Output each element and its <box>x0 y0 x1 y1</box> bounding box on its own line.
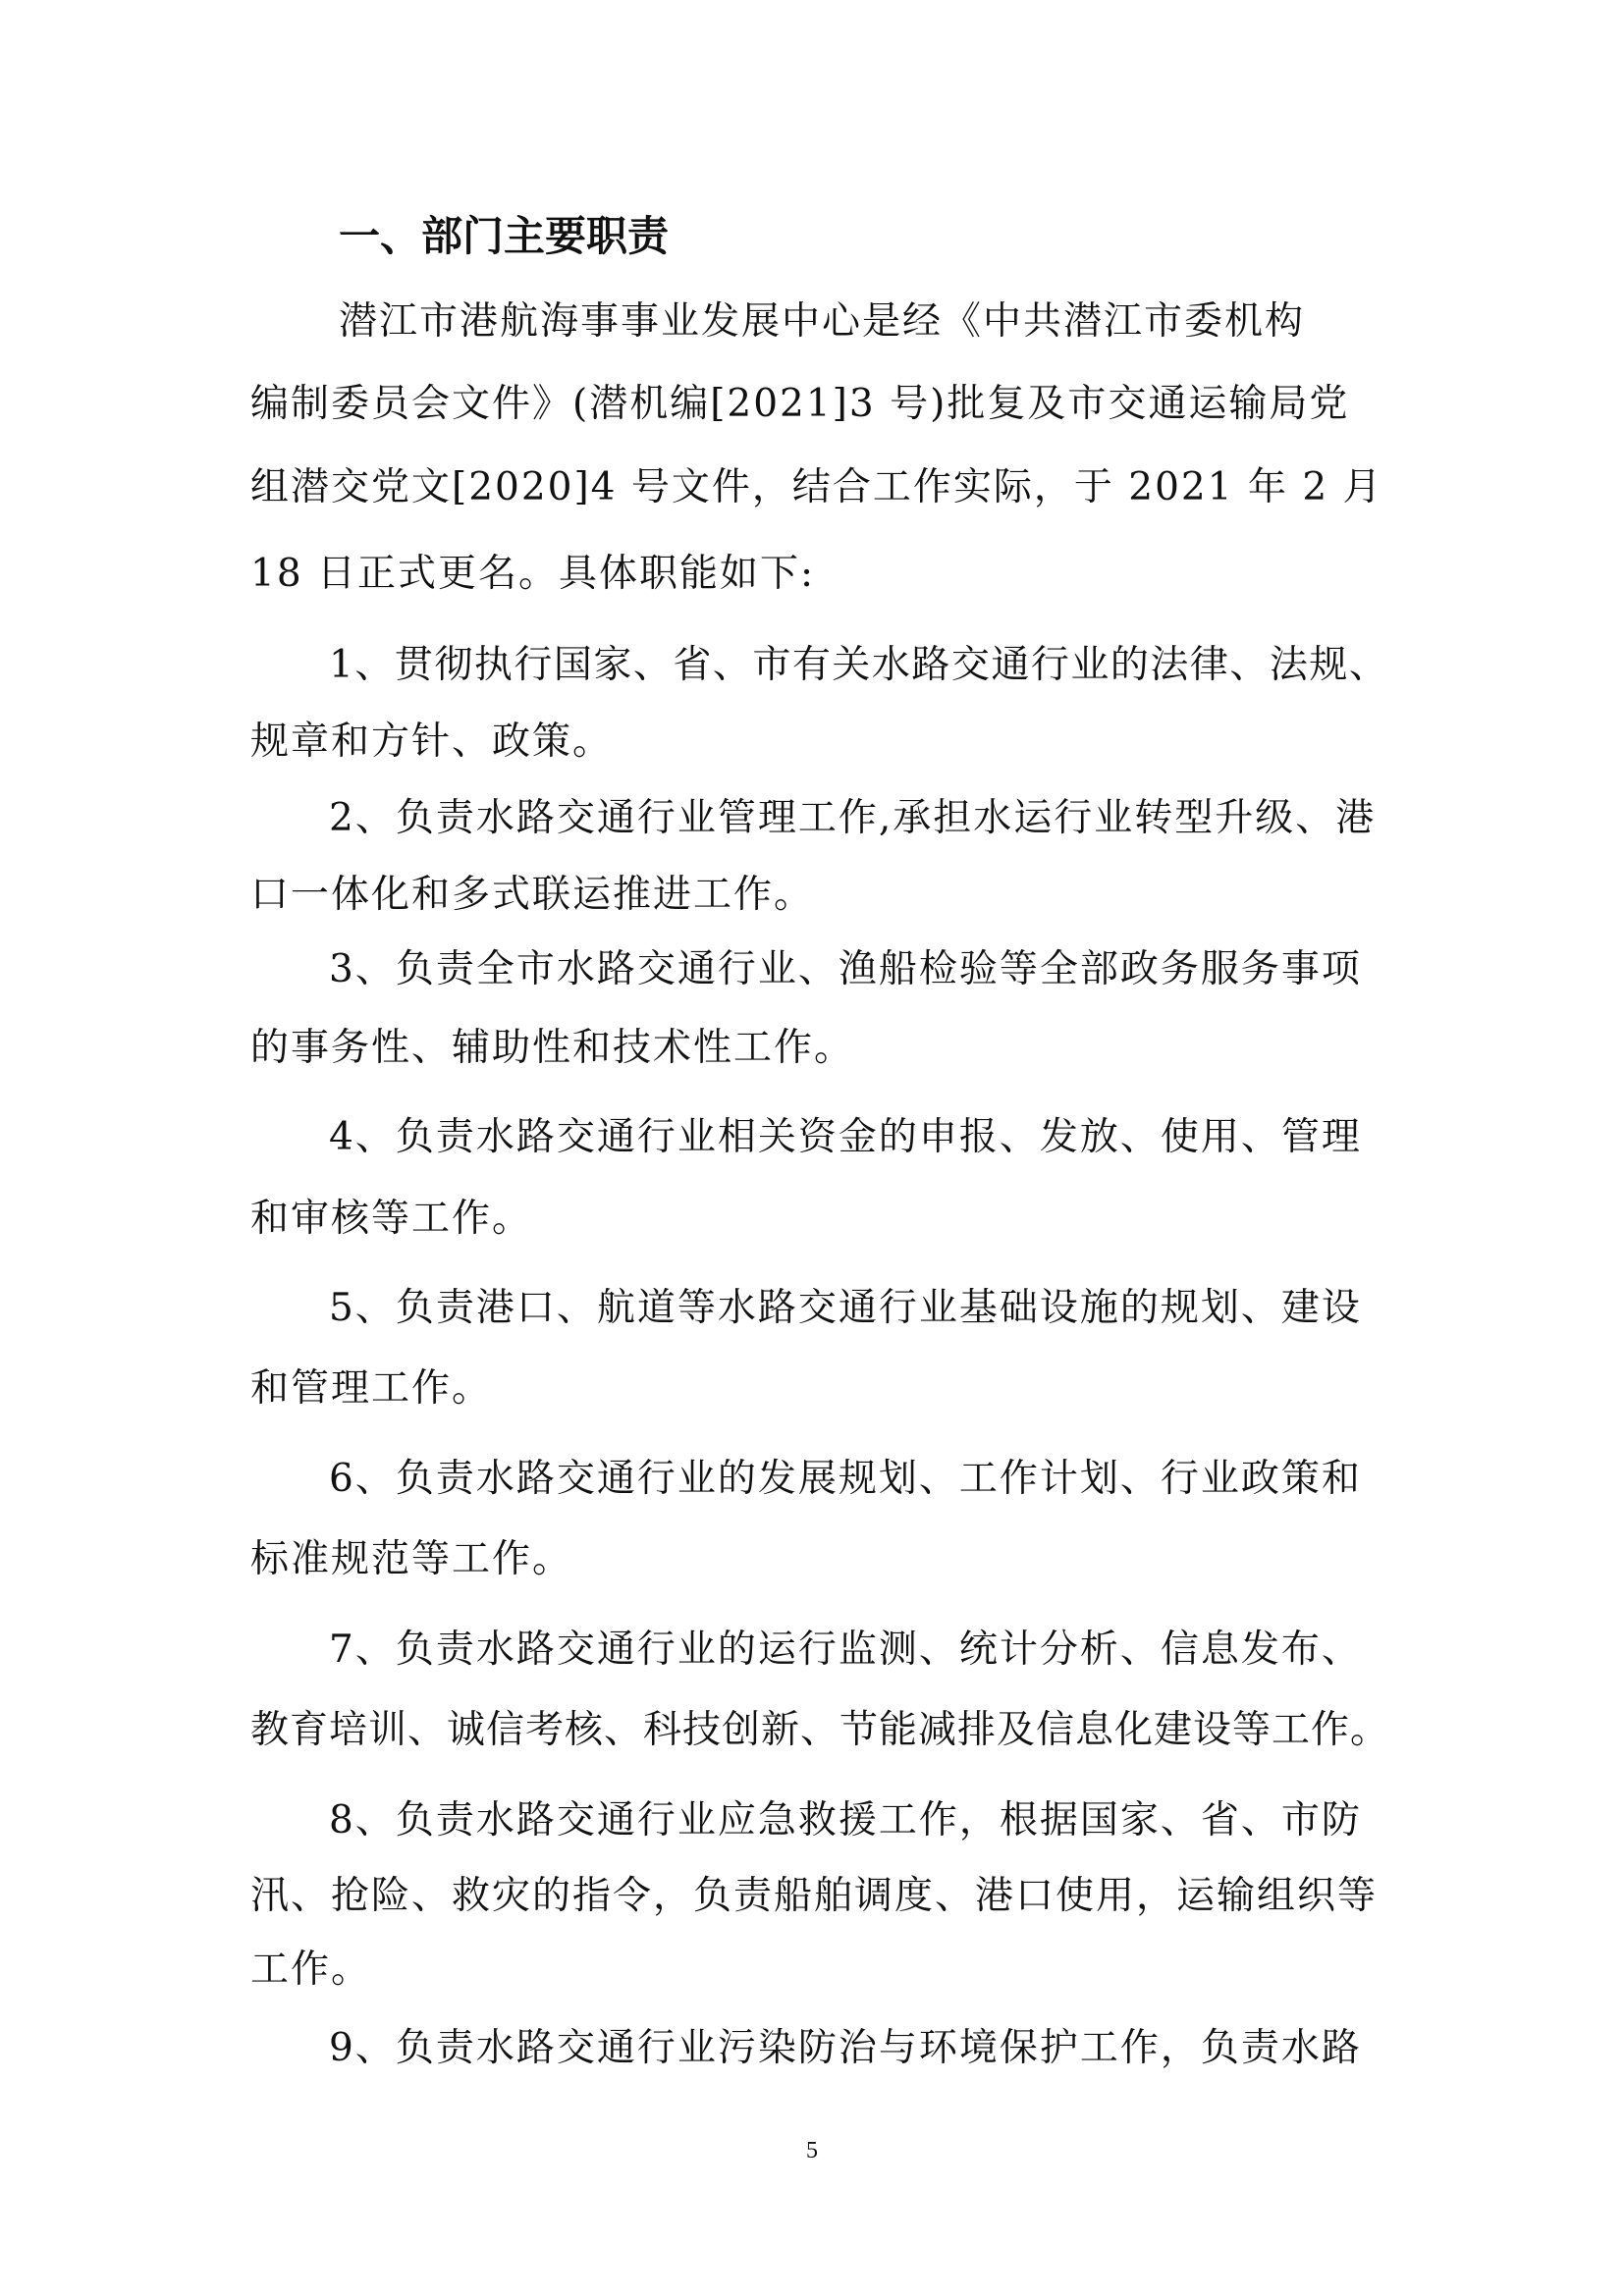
duty-2-line-2: 口一体化和多式联运推进工作。 <box>250 873 815 917</box>
duty-6-line-2: 标准规范等工作。 <box>250 1537 573 1581</box>
duty-5-line-2: 和管理工作。 <box>250 1366 493 1411</box>
duty-4-line-1: 4、负责水路交通行业相关资金的申报、发放、使用、管理 <box>329 1115 1362 1159</box>
intro-line-2: 编制委员会文件》(潜机编[2021]3 号)批复及市交通运输局党 <box>250 382 1350 426</box>
duty-8-line-2: 汛、抢险、救灾的指令，负责船舶调度、港口使用，运输组织等 <box>250 1874 1379 1918</box>
duty-3-line-1: 3、负责全市水路交通行业、渔船检验等全部政务服务事项 <box>329 947 1362 991</box>
duty-1-line-1: 1、贯彻执行国家、省、市有关水路交通行业的法律、法规、 <box>329 643 1389 687</box>
duty-8-line-3: 工作。 <box>250 1948 372 1992</box>
duty-9-line-1: 9、负责水路交通行业污染防治与环境保护工作，负责水路 <box>329 2026 1362 2070</box>
duty-2-line-1: 2、负责水路交通行业管理工作,承担水运行业转型升级、港 <box>329 796 1377 840</box>
intro-line-1: 潜江市港航海事事业发展中心是经《中共潜江市委机构 <box>339 299 1306 344</box>
duty-6-line-1: 6、负责水路交通行业的发展规划、工作计划、行业政策和 <box>329 1457 1362 1501</box>
duty-7-line-1: 7、负责水路交通行业的运行监测、统计分析、信息发布、 <box>329 1628 1362 1672</box>
intro-line-3: 组潜交党文[2020]4 号文件，结合工作实际，于 2021 年 2 月 <box>250 465 1383 509</box>
duty-7-line-2: 教育培训、诚信考核、科技创新、节能减排及信息化建设等工作。 <box>250 1708 1390 1752</box>
duty-5-line-1: 5、负责港口、航道等水路交通行业基础设施的规划、建设 <box>329 1286 1362 1330</box>
intro-line-4: 18 日正式更名。具体职能如下: <box>250 552 816 596</box>
duty-4-line-2: 和审核等工作。 <box>250 1197 533 1241</box>
duty-1-line-2: 规章和方针、政策。 <box>250 720 614 764</box>
page-number: 5 <box>806 2138 818 2163</box>
duty-8-line-1: 8、负责水路交通行业应急救援工作，根据国家、省、市防 <box>329 1798 1362 1842</box>
duty-3-line-2: 的事务性、辅助性和技术性工作。 <box>250 1026 855 1070</box>
section-heading: 一、部门主要职责 <box>339 212 670 260</box>
